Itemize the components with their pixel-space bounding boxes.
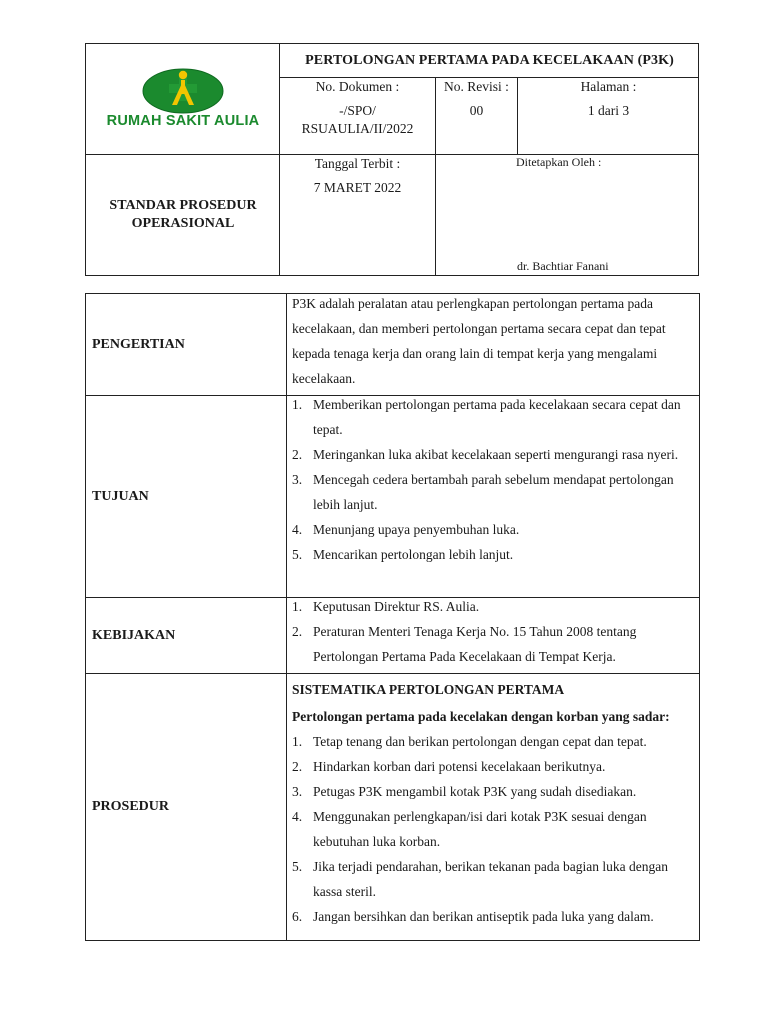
list-item: 5. Jika terjadi pendarahan, berikan tekanan pada bagian luka dengan kassa steril.: [292, 859, 668, 899]
signatory-name: dr. Bachtiar Fanani: [517, 259, 609, 273]
hospital-name: RUMAH SAKIT AULIA: [106, 113, 260, 129]
prosedur-list: [292, 729, 693, 929]
sop-title-line1: STANDAR PROSEDUR: [109, 198, 257, 213]
kebijakan-label: KEBIJAKAN: [92, 627, 176, 643]
sop-title-line2: OPERASIONAL: [131, 216, 235, 231]
tujuan-body: [287, 392, 699, 597]
document-header: [85, 43, 699, 276]
ditetapkan-label: Ditetapkan Oleh :: [516, 155, 602, 169]
halaman-label: Halaman :: [580, 79, 637, 94]
pengertian-label: PENGERTIAN: [92, 336, 185, 352]
tujuan-list: [292, 392, 693, 567]
hospital-logo: [86, 44, 280, 154]
sop-title: [86, 154, 280, 276]
no-dokumen-cell: [280, 78, 435, 138]
no-dokumen-label: No. Dokumen :: [315, 79, 400, 94]
list-item: 1. Tetap tenang dan berikan pertolongan dengan cepat dan tepat.: [292, 734, 647, 749]
no-dokumen-value-line1: -/SPO/: [339, 103, 376, 118]
prosedur-body: [287, 677, 699, 940]
prosedur-heading: SISTEMATIKA PERTOLONGAN PERTAMA: [292, 682, 565, 697]
pengertian-text: P3K adalah peralatan atau perlengkapan pertolongan pertama pada kecelakaan, dan memberi pertolongan pertama secara cepat dan tepat kepada tenaga kerja dan orang lain di tempat kerja yang mengalami kecelakaan.: [292, 296, 666, 386]
document-title: PERTOLONGAN PERTAMA PADA KECELAKAAN (P3K): [305, 52, 674, 68]
tanggal-value: 7 MARET 2022: [313, 180, 402, 195]
list-item: 1. Keputusan Direktur RS. Aulia.: [292, 599, 480, 614]
hospital-logo-icon: [86, 44, 280, 154]
list-item: 2. Hindarkan korban dari potensi kecelakaan berikutnya.: [292, 759, 606, 774]
list-item: 5. Mencarikan pertolongan lebih lanjut.: [292, 547, 514, 562]
no-revisi-label: No. Revisi :: [444, 79, 509, 94]
no-revisi-value: 00: [469, 103, 484, 118]
list-item: 4. Menggunakan perlengkapan/isi dari kotak P3K sesuai dengan kebutuhan luka korban.: [292, 809, 647, 849]
halaman-value: 1 dari 3: [587, 103, 630, 118]
kebijakan-body: [287, 594, 699, 673]
list-item: 2. Meringankan luka akibat kecelakaan seperti mengurangi rasa nyeri.: [292, 447, 679, 462]
tujuan-label: TUJUAN: [92, 488, 149, 504]
list-item: 2. Peraturan Menteri Tenaga Kerja No. 15 Tahun 2008 tentang Pertolongan Pertama Pada Kecelakaan di Tempat Kerja.: [292, 624, 637, 664]
no-revisi-cell: [436, 78, 517, 120]
no-dokumen-value-line2: RSUAULIA/II/2022: [301, 121, 414, 136]
list-item: 1. Memberikan pertolongan pertama pada kecelakaan secara cepat dan tepat.: [292, 397, 681, 437]
prosedur-subheading: Pertolongan pertama pada kecelakan dengan korban yang sadar:: [292, 709, 670, 724]
prosedur-label: PROSEDUR: [92, 799, 170, 814]
halaman-cell: [518, 78, 699, 120]
kebijakan-list: [292, 594, 693, 669]
list-item: 4. Menunjang upaya penyembuhan luka.: [292, 522, 520, 537]
tanggal-label: Tanggal Terbit :: [314, 156, 401, 171]
pengertian-body: [287, 291, 699, 395]
list-item: 3. Mencegah cedera bertambah parah sebelum mendapat pertolongan lebih lanjut.: [292, 472, 674, 512]
list-item: 3. Petugas P3K mengambil kotak P3K yang sudah disediakan.: [292, 784, 637, 799]
sop-content-table: [85, 293, 700, 941]
tanggal-cell: [280, 155, 435, 197]
ditetapkan-cell: [436, 155, 699, 276]
list-item: 6. Jangan bersihkan dan berikan antiseptik pada luka yang dalam.: [292, 909, 654, 924]
